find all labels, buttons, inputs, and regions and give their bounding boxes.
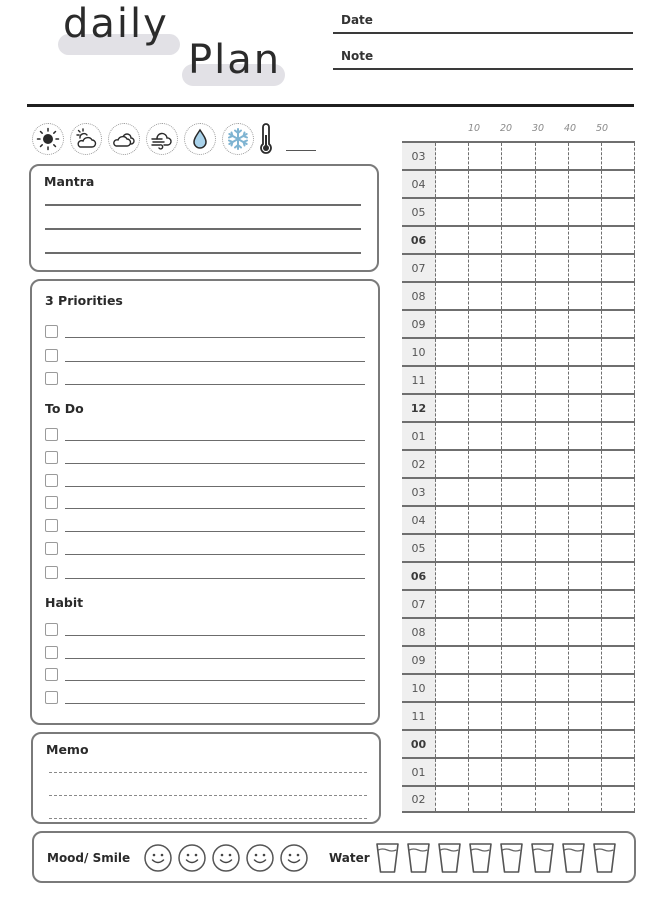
smiley-face-icon[interactable] — [279, 843, 309, 873]
rain-drop-icon[interactable] — [184, 123, 216, 155]
todo-line[interactable] — [65, 531, 365, 533]
hour-row — [402, 421, 635, 449]
habit-line[interactable] — [65, 635, 365, 637]
time-slot[interactable] — [469, 283, 502, 309]
time-slot[interactable] — [569, 647, 602, 673]
hour-label: 12 — [402, 395, 436, 421]
time-slot[interactable] — [602, 283, 635, 309]
todo-line[interactable] — [65, 508, 365, 510]
habit-line[interactable] — [65, 680, 365, 682]
mantra-line[interactable] — [45, 228, 361, 230]
time-slot[interactable] — [569, 591, 602, 617]
checkbox[interactable] — [45, 474, 58, 487]
minute-scale — [436, 123, 634, 137]
time-slot[interactable] — [469, 143, 502, 169]
time-slot[interactable] — [502, 759, 535, 785]
time-slot[interactable] — [569, 563, 602, 589]
checkbox[interactable] — [45, 566, 58, 579]
time-slot[interactable] — [436, 283, 469, 309]
hour-label: 01 — [402, 759, 436, 785]
hour-label: 05 — [402, 199, 436, 225]
memo-line[interactable] — [49, 772, 367, 773]
hour-label: 02 — [402, 451, 436, 477]
todo-item[interactable] — [45, 541, 365, 555]
smiley-face-icon[interactable] — [143, 843, 173, 873]
time-slot[interactable] — [502, 507, 535, 533]
hour-label: 00 — [402, 731, 436, 757]
todo-line[interactable] — [65, 440, 365, 442]
priority-item[interactable] — [45, 324, 365, 338]
time-slot[interactable] — [502, 339, 535, 365]
hour-row — [402, 617, 635, 645]
hour-row — [402, 785, 635, 813]
time-slot[interactable] — [536, 703, 569, 729]
time-slot[interactable] — [536, 171, 569, 197]
time-slot[interactable] — [469, 227, 502, 253]
priority-line[interactable] — [65, 361, 365, 363]
habit-item[interactable] — [45, 645, 365, 659]
time-slot[interactable] — [602, 647, 635, 673]
time-slot[interactable] — [569, 731, 602, 757]
time-slot[interactable] — [436, 451, 469, 477]
time-slot[interactable] — [536, 535, 569, 561]
time-slot[interactable] — [602, 199, 635, 225]
time-slot[interactable] — [602, 787, 635, 811]
checkbox[interactable] — [45, 325, 58, 338]
habit-line[interactable] — [65, 703, 365, 705]
time-slot[interactable] — [536, 619, 569, 645]
time-slot[interactable] — [469, 507, 502, 533]
water-label: Water — [329, 851, 370, 865]
hour-label: 11 — [402, 703, 436, 729]
checkbox[interactable] — [45, 451, 58, 464]
time-slot[interactable] — [569, 479, 602, 505]
time-slot[interactable] — [569, 395, 602, 421]
todo-item[interactable] — [45, 473, 365, 487]
time-slot[interactable] — [436, 647, 469, 673]
time-slot[interactable] — [602, 395, 635, 421]
time-slot[interactable] — [536, 339, 569, 365]
time-slot[interactable] — [436, 227, 469, 253]
time-slot[interactable] — [569, 311, 602, 337]
time-slot[interactable] — [569, 451, 602, 477]
snowflake-icon[interactable] — [222, 123, 254, 155]
time-slot[interactable] — [569, 367, 602, 393]
hour-row — [402, 141, 635, 169]
time-slot[interactable] — [469, 675, 502, 701]
smiley-face-icon[interactable] — [211, 843, 241, 873]
time-slot[interactable] — [536, 367, 569, 393]
hour-row — [402, 225, 635, 253]
time-slot[interactable] — [469, 731, 502, 757]
partly-cloudy-icon[interactable] — [70, 123, 102, 155]
hour-label: 11 — [402, 367, 436, 393]
time-slot[interactable] — [569, 143, 602, 169]
time-slot[interactable] — [436, 395, 469, 421]
time-slot[interactable] — [536, 283, 569, 309]
todo-line[interactable] — [65, 578, 365, 580]
todo-item[interactable] — [45, 450, 365, 464]
note-field[interactable] — [333, 44, 633, 70]
time-slot[interactable] — [602, 339, 635, 365]
title-plan: Plan — [188, 37, 282, 83]
todo-line[interactable] — [65, 554, 365, 556]
title-daily: daily — [63, 1, 169, 47]
water-glass-icon[interactable] — [561, 842, 586, 874]
time-slot[interactable] — [436, 563, 469, 589]
time-slot[interactable] — [436, 255, 469, 281]
time-slot[interactable] — [502, 675, 535, 701]
minute-mark: 20 — [499, 123, 513, 134]
time-slot[interactable] — [602, 311, 635, 337]
hour-row — [402, 337, 635, 365]
time-slot[interactable] — [502, 703, 535, 729]
hour-label: 02 — [402, 787, 436, 811]
time-slot[interactable] — [469, 199, 502, 225]
hour-label: 10 — [402, 675, 436, 701]
priority-item[interactable] — [45, 348, 365, 362]
water-tracker — [375, 842, 617, 874]
hour-row — [402, 281, 635, 309]
mood-tracker — [143, 843, 309, 873]
checkbox[interactable] — [45, 349, 58, 362]
mantra-panel — [29, 164, 379, 272]
time-slot[interactable] — [569, 507, 602, 533]
time-slot[interactable] — [436, 591, 469, 617]
todo-line[interactable] — [65, 486, 365, 488]
time-slot[interactable] — [502, 171, 535, 197]
minute-mark: 10 — [467, 123, 481, 134]
time-slot[interactable] — [502, 535, 535, 561]
temperature-field[interactable] — [286, 150, 316, 151]
hour-row — [402, 701, 635, 729]
hour-row — [402, 645, 635, 673]
habit-line[interactable] — [65, 658, 365, 660]
checkbox[interactable] — [45, 542, 58, 555]
smiley-face-icon[interactable] — [177, 843, 207, 873]
todo-item[interactable] — [45, 495, 365, 509]
mood-label: Mood/ Smile — [47, 851, 131, 865]
hour-row — [402, 253, 635, 281]
windy-icon[interactable] — [146, 123, 178, 155]
smiley-face-icon[interactable] — [245, 843, 275, 873]
time-slot[interactable] — [502, 619, 535, 645]
hour-row — [402, 477, 635, 505]
checkbox[interactable] — [45, 519, 58, 532]
time-slot[interactable] — [469, 759, 502, 785]
time-slot[interactable] — [436, 143, 469, 169]
time-slot[interactable] — [502, 283, 535, 309]
time-slot[interactable] — [569, 339, 602, 365]
hour-label: 04 — [402, 171, 436, 197]
time-slot[interactable] — [536, 199, 569, 225]
time-slot[interactable] — [436, 731, 469, 757]
time-slot[interactable] — [469, 451, 502, 477]
time-slot[interactable] — [436, 675, 469, 701]
time-slot[interactable] — [602, 171, 635, 197]
time-slot[interactable] — [436, 535, 469, 561]
todo-item[interactable] — [45, 565, 365, 579]
time-slot[interactable] — [436, 339, 469, 365]
habit-item[interactable] — [45, 622, 365, 636]
water-glass-icon[interactable] — [530, 842, 555, 874]
time-slot[interactable] — [436, 311, 469, 337]
hour-label: 06 — [402, 227, 436, 253]
time-slot[interactable] — [469, 787, 502, 811]
time-slot[interactable] — [502, 395, 535, 421]
time-slot[interactable] — [469, 479, 502, 505]
sun-icon[interactable] — [32, 123, 64, 155]
hour-label: 08 — [402, 283, 436, 309]
time-slot[interactable] — [502, 227, 535, 253]
time-slot[interactable] — [569, 255, 602, 281]
hour-label: 09 — [402, 647, 436, 673]
hour-label: 05 — [402, 535, 436, 561]
time-slot[interactable] — [436, 479, 469, 505]
time-slot[interactable] — [569, 171, 602, 197]
time-slot[interactable] — [469, 619, 502, 645]
water-glass-icon[interactable] — [375, 842, 400, 874]
time-slot[interactable] — [469, 591, 502, 617]
time-slot[interactable] — [602, 423, 635, 449]
time-slot[interactable] — [536, 591, 569, 617]
mantra-title: Mantra — [44, 174, 95, 189]
checkbox[interactable] — [45, 646, 58, 659]
time-slot[interactable] — [502, 255, 535, 281]
time-slot[interactable] — [602, 507, 635, 533]
time-slot[interactable] — [502, 367, 535, 393]
time-slot[interactable] — [436, 703, 469, 729]
habit-item[interactable] — [45, 690, 365, 704]
date-label: Date — [341, 13, 373, 27]
time-slot[interactable] — [469, 367, 502, 393]
time-slot[interactable] — [536, 143, 569, 169]
hour-row — [402, 589, 635, 617]
time-slot[interactable] — [536, 787, 569, 811]
hour-row — [402, 197, 635, 225]
header-divider — [27, 104, 634, 107]
todo-line[interactable] — [65, 463, 365, 465]
time-slot[interactable] — [536, 647, 569, 673]
water-glass-icon[interactable] — [499, 842, 524, 874]
time-slot[interactable] — [502, 423, 535, 449]
time-slot[interactable] — [602, 731, 635, 757]
priority-line[interactable] — [65, 384, 365, 386]
habit-title: Habit — [45, 595, 84, 610]
mood-water-panel — [32, 831, 636, 883]
time-slot[interactable] — [502, 451, 535, 477]
time-slot[interactable] — [569, 283, 602, 309]
hour-row — [402, 673, 635, 701]
hour-label: 09 — [402, 311, 436, 337]
hour-row — [402, 449, 635, 477]
time-slot[interactable] — [502, 787, 535, 811]
time-slot[interactable] — [569, 787, 602, 811]
time-slot[interactable] — [602, 143, 635, 169]
memo-title: Memo — [46, 742, 89, 757]
time-slot[interactable] — [602, 619, 635, 645]
habit-item[interactable] — [45, 667, 365, 681]
time-slot[interactable] — [602, 703, 635, 729]
hour-row — [402, 365, 635, 393]
time-slot[interactable] — [536, 507, 569, 533]
time-slot[interactable] — [536, 479, 569, 505]
todo-item[interactable] — [45, 518, 365, 532]
mantra-line[interactable] — [45, 252, 361, 254]
checkbox[interactable] — [45, 496, 58, 509]
time-slot[interactable] — [602, 479, 635, 505]
time-slot[interactable] — [602, 759, 635, 785]
time-slot[interactable] — [436, 787, 469, 811]
time-slot[interactable] — [569, 535, 602, 561]
hour-row — [402, 393, 635, 421]
time-slot[interactable] — [536, 451, 569, 477]
time-slot[interactable] — [569, 227, 602, 253]
todo-title: To Do — [45, 401, 84, 416]
time-slot[interactable] — [536, 255, 569, 281]
time-slot[interactable] — [502, 311, 535, 337]
hour-label: 10 — [402, 339, 436, 365]
checkbox[interactable] — [45, 691, 58, 704]
time-slot[interactable] — [469, 395, 502, 421]
time-slot[interactable] — [502, 731, 535, 757]
hour-label: 07 — [402, 255, 436, 281]
time-slot[interactable] — [469, 535, 502, 561]
hour-label: 08 — [402, 619, 436, 645]
time-slot[interactable] — [469, 171, 502, 197]
water-glass-icon[interactable] — [468, 842, 493, 874]
time-slot[interactable] — [502, 563, 535, 589]
tasks-panel — [30, 279, 380, 725]
hour-label: 03 — [402, 143, 436, 169]
checkbox[interactable] — [45, 668, 58, 681]
hour-row — [402, 505, 635, 533]
time-slot[interactable] — [569, 423, 602, 449]
hour-label: 01 — [402, 423, 436, 449]
water-glass-icon[interactable] — [406, 842, 431, 874]
hour-label: 03 — [402, 479, 436, 505]
time-slot[interactable] — [536, 675, 569, 701]
weather-selector — [32, 122, 316, 156]
time-slot[interactable] — [536, 759, 569, 785]
time-slot[interactable] — [469, 647, 502, 673]
hour-row — [402, 561, 635, 589]
memo-line[interactable] — [49, 818, 367, 819]
time-slot[interactable] — [602, 451, 635, 477]
hour-label: 07 — [402, 591, 436, 617]
page-title — [55, 0, 305, 100]
date-field[interactable] — [333, 8, 633, 34]
time-slot[interactable] — [569, 619, 602, 645]
time-slot[interactable] — [436, 507, 469, 533]
hour-row — [402, 533, 635, 561]
time-slot[interactable] — [469, 563, 502, 589]
time-slot[interactable] — [602, 367, 635, 393]
minute-mark: 30 — [531, 123, 545, 134]
checkbox[interactable] — [45, 372, 58, 385]
priorities-title: 3 Priorities — [45, 293, 123, 308]
mantra-line[interactable] — [45, 204, 361, 206]
time-slot[interactable] — [502, 647, 535, 673]
hour-label: 06 — [402, 563, 436, 589]
time-slot[interactable] — [469, 311, 502, 337]
time-slot[interactable] — [536, 423, 569, 449]
time-slot[interactable] — [536, 563, 569, 589]
checkbox[interactable] — [45, 428, 58, 441]
time-slot[interactable] — [502, 199, 535, 225]
time-slot[interactable] — [436, 759, 469, 785]
water-glass-icon[interactable] — [592, 842, 617, 874]
time-slot[interactable] — [569, 759, 602, 785]
time-slot[interactable] — [536, 227, 569, 253]
checkbox[interactable] — [45, 623, 58, 636]
hour-row — [402, 729, 635, 757]
time-slot[interactable] — [602, 535, 635, 561]
time-slot[interactable] — [502, 479, 535, 505]
hour-row — [402, 309, 635, 337]
time-slot[interactable] — [469, 339, 502, 365]
hour-row — [402, 757, 635, 785]
memo-line[interactable] — [49, 795, 367, 796]
time-slot[interactable] — [569, 703, 602, 729]
minute-mark: 40 — [563, 123, 577, 134]
time-slot[interactable] — [536, 731, 569, 757]
time-slot[interactable] — [436, 199, 469, 225]
time-slot[interactable] — [469, 255, 502, 281]
time-slot[interactable] — [602, 255, 635, 281]
time-slot[interactable] — [469, 703, 502, 729]
time-slot[interactable] — [569, 199, 602, 225]
cloudy-icon[interactable] — [108, 123, 140, 155]
note-label: Note — [341, 49, 374, 63]
time-slot[interactable] — [536, 395, 569, 421]
time-slot[interactable] — [469, 423, 502, 449]
time-slot[interactable] — [602, 227, 635, 253]
todo-item[interactable] — [45, 427, 365, 441]
time-slot[interactable] — [502, 591, 535, 617]
time-slot[interactable] — [569, 675, 602, 701]
time-slot[interactable] — [536, 311, 569, 337]
minute-mark: 50 — [595, 123, 609, 134]
time-slot[interactable] — [436, 171, 469, 197]
water-glass-icon[interactable] — [437, 842, 462, 874]
priority-line[interactable] — [65, 337, 365, 339]
time-slot[interactable] — [436, 367, 469, 393]
time-slot[interactable] — [602, 591, 635, 617]
thermometer-icon — [258, 123, 274, 155]
hour-row — [402, 169, 635, 197]
memo-panel — [31, 732, 381, 824]
time-slot[interactable] — [502, 143, 535, 169]
time-slot[interactable] — [436, 619, 469, 645]
hourly-schedule-grid — [402, 141, 635, 813]
hour-label: 04 — [402, 507, 436, 533]
time-slot[interactable] — [602, 675, 635, 701]
time-slot[interactable] — [436, 423, 469, 449]
time-slot[interactable] — [602, 563, 635, 589]
priority-item[interactable] — [45, 371, 365, 385]
